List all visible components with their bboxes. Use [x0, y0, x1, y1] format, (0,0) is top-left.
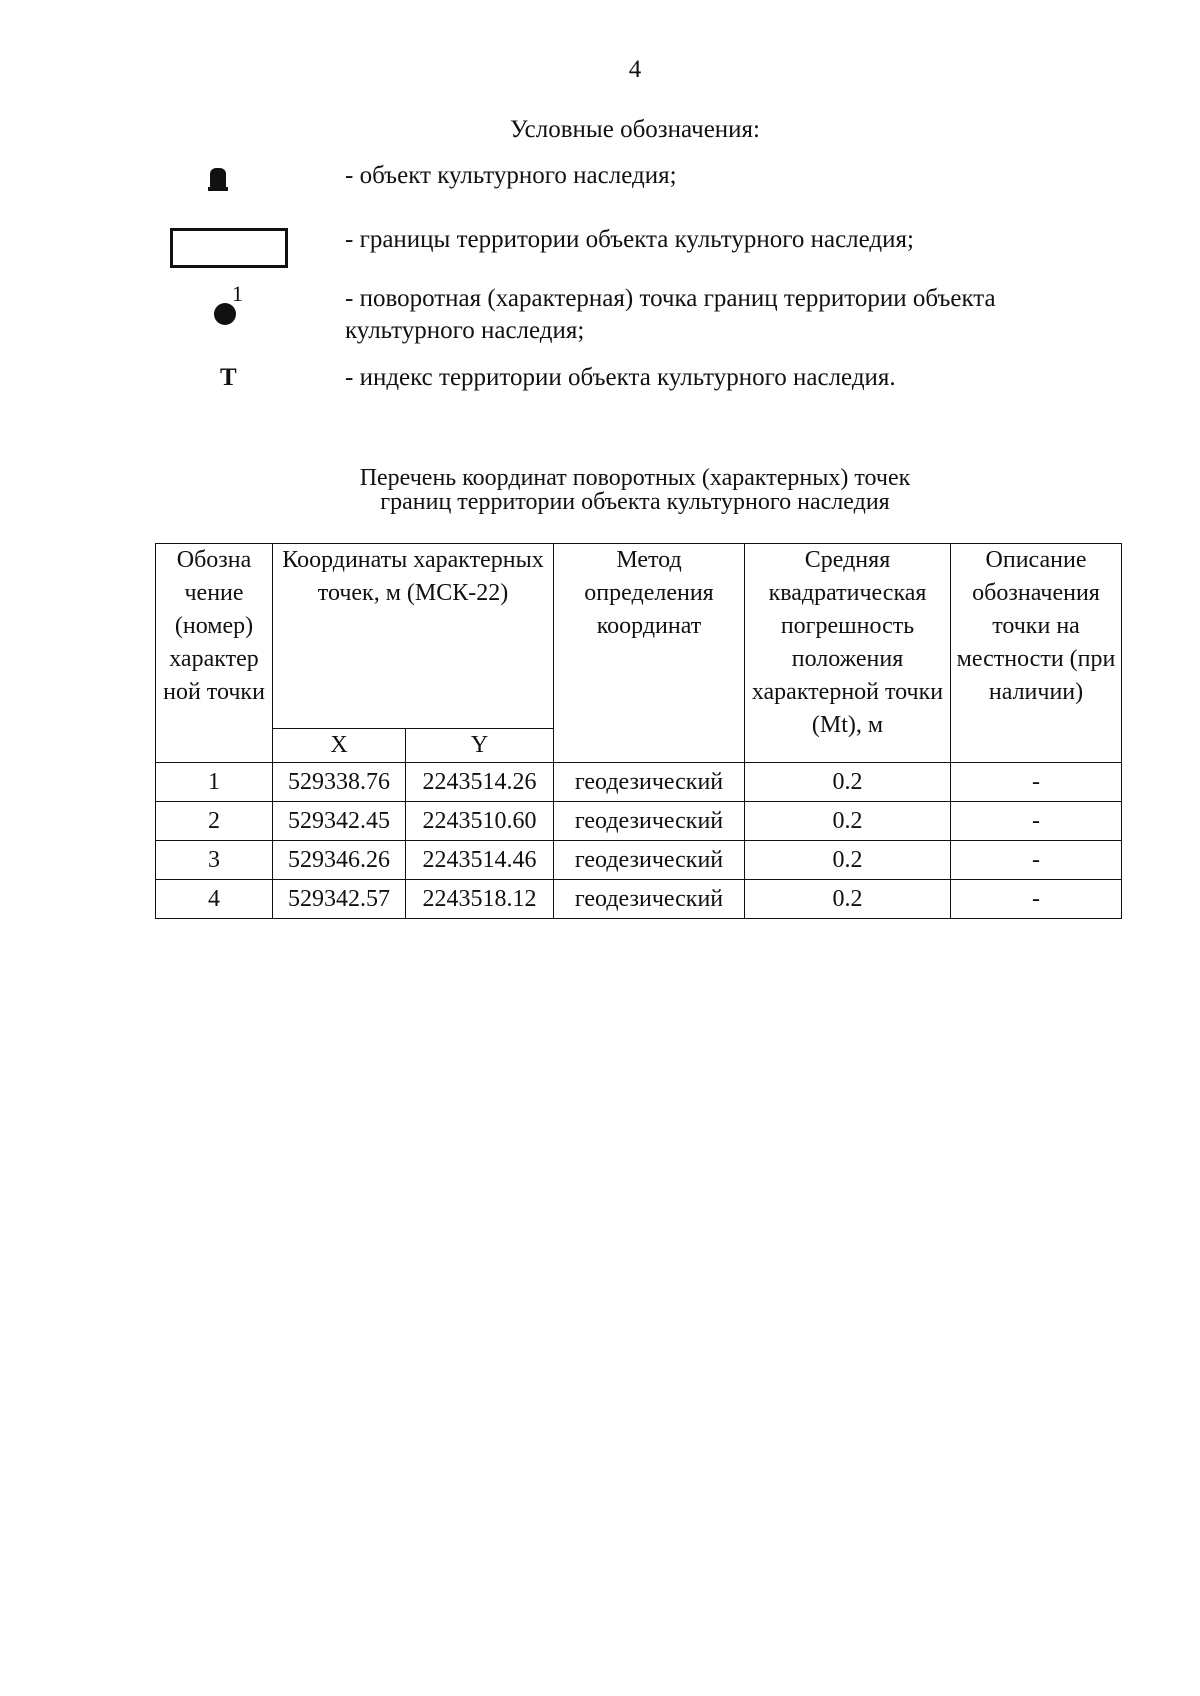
cell-error: 0.2 — [745, 880, 951, 919]
cell-y: 2243514.26 — [406, 763, 554, 802]
cell-method: геодезический — [554, 763, 745, 802]
header-coordinates: Координаты характерных точек, м (МСК-22) — [273, 544, 554, 729]
legend-title: Условные обозначения: — [509, 116, 761, 143]
cell-number: 2 — [156, 802, 273, 841]
table-title-line-1: Перечень координат поворотных (характерных) точек — [359, 465, 911, 491]
table-row — [156, 763, 1122, 802]
cell-number: 4 — [156, 880, 273, 919]
cell-error: 0.2 — [745, 802, 951, 841]
coordinates-table — [155, 543, 1122, 919]
legend-text: - поворотная (характерная) точка границ территории объекта культурного наследия; — [345, 285, 996, 344]
cell-x: 529338.76 — [273, 763, 406, 802]
cell-method: геодезический — [554, 841, 745, 880]
cell-error: 0.2 — [745, 841, 951, 880]
cell-y: 2243514.46 — [406, 841, 554, 880]
cell-method: геодезический — [554, 802, 745, 841]
cell-number: 3 — [156, 841, 273, 880]
table-row — [156, 880, 1122, 919]
legend-text: - границы территории объекта культурного наследия; — [345, 226, 914, 253]
legend-text: - индекс территории объекта культурного наследия. — [345, 364, 896, 391]
cultural-heritage-object-icon — [210, 168, 226, 188]
header-description: Описание обозначения точки на местности (при наличии) — [951, 544, 1122, 763]
cell-x: 529342.57 — [273, 880, 406, 919]
page-number: 4 — [628, 56, 642, 83]
cell-y: 2243518.12 — [406, 880, 554, 919]
cell-description: - — [951, 880, 1122, 919]
territory-boundary-icon — [170, 228, 288, 268]
table-row — [156, 802, 1122, 841]
header-x: X — [273, 729, 406, 763]
table-title-line-2: границ территории объекта культурного наследия — [380, 489, 890, 515]
cell-description: - — [951, 802, 1122, 841]
table-header-row — [156, 544, 1122, 729]
table-title — [0, 466, 1200, 514]
legend-text: - объект культурного наследия; — [345, 162, 677, 189]
cell-description: - — [951, 841, 1122, 880]
cell-x: 529346.26 — [273, 841, 406, 880]
turning-point-label: 1 — [232, 281, 243, 306]
territory-index-icon: Т — [220, 364, 237, 391]
header-mean-error: Средняя квадратическая погрешность положения характерной точки (Mt), м — [745, 544, 951, 763]
cell-number: 1 — [156, 763, 273, 802]
header-y: Y — [406, 729, 554, 763]
header-point-number: Обозна чение (номер) характер ной точки — [156, 544, 273, 763]
cell-x: 529342.45 — [273, 802, 406, 841]
cell-error: 0.2 — [745, 763, 951, 802]
cell-y: 2243510.60 — [406, 802, 554, 841]
header-method: Метод определения координат — [554, 544, 745, 763]
table-row — [156, 841, 1122, 880]
cell-method: геодезический — [554, 880, 745, 919]
cell-description: - — [951, 763, 1122, 802]
